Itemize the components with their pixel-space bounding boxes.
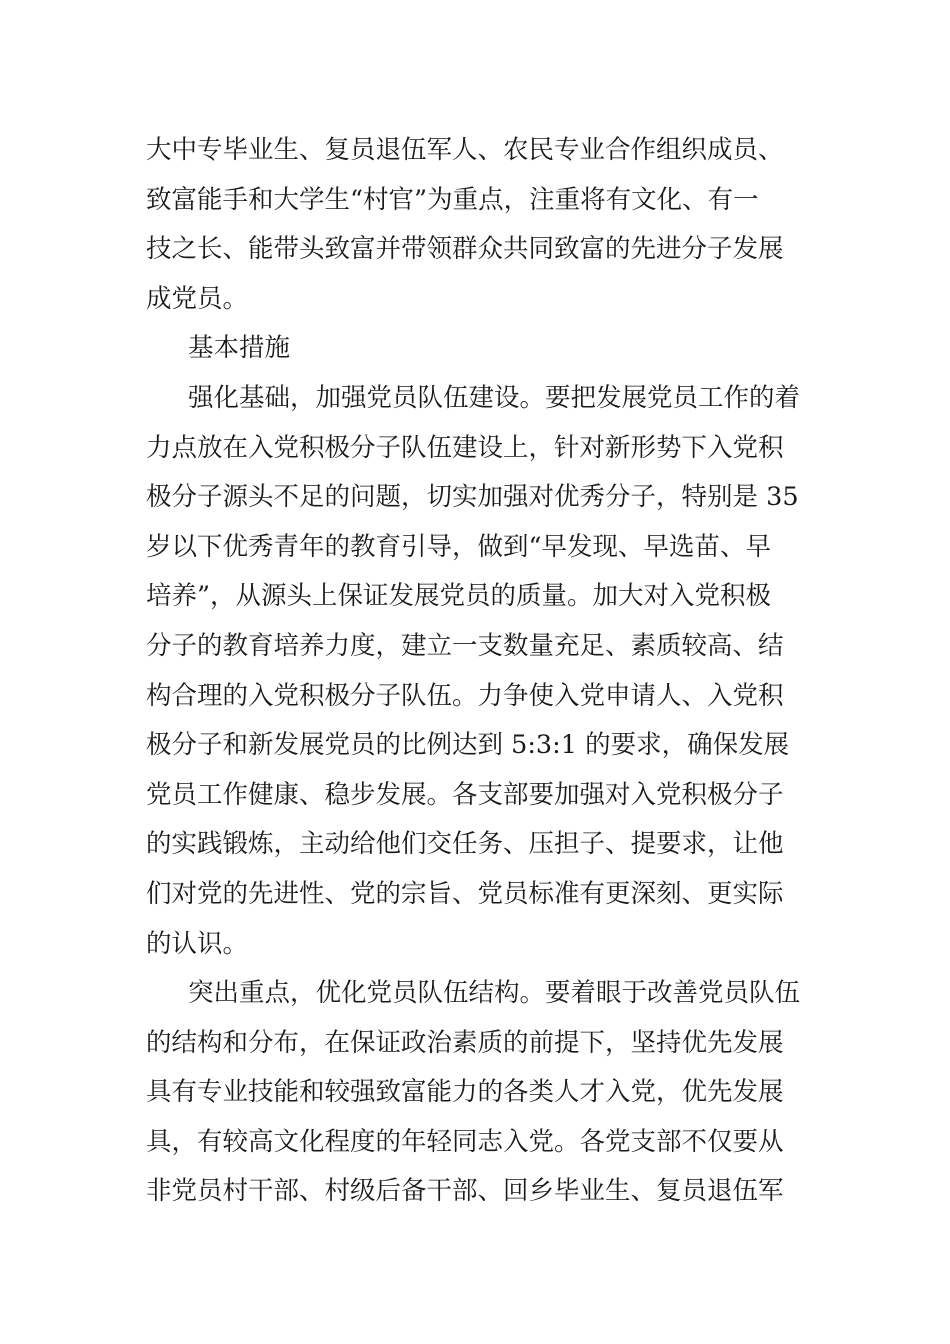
document-body — [146, 126, 826, 1217]
text-line: 非党员村干部、村级后备干部、回乡毕业生、复员退伍军 — [146, 1176, 784, 1207]
text-line: 培养”，从源头上保证发展党员的质量。加大对入党积极 — [146, 581, 772, 612]
text-line: 致富能手和大学生“村官”为重点，注重将有文化、有一 — [146, 184, 759, 215]
paragraph-first-line: 强化基础，加强党员队伍建设。要把发展党员工作的着 — [188, 382, 801, 413]
text-line: 力点放在入党积极分子队伍建设上，针对新形势下入党积 — [146, 432, 784, 463]
text-line: 大中专毕业生、复员退伍军人、农民专业合作组织成员、 — [146, 135, 784, 165]
text-line: 分子的教育培养力度，建立一支数量充足、素质较高、结 — [146, 630, 784, 661]
text-line: 的结构和分布，在保证政治素质的前提下，坚持优先发展 — [146, 1027, 784, 1058]
text-line: 的实践锻炼，主动给他们交任务、压担子、提要求，让他 — [146, 829, 784, 860]
text-line: 岁以下优秀青年的教育引导，做到“早发现、早选苗、早 — [146, 531, 772, 562]
text-line: 技之长、能带头致富并带领群众共同致富的先进分子发展 — [146, 234, 784, 265]
paragraph-first-line: 突出重点，优化党员队伍结构。要着眼于改善党员队伍 — [188, 978, 801, 1009]
text-line: 构合理的入党积极分子队伍。力争使入党申请人、入党积 — [146, 680, 784, 711]
section-heading: 基本措施 — [188, 333, 291, 364]
text-line: 的认识。 — [146, 928, 249, 959]
text-line: 们对党的先进性、党的宗旨、党员标准有更深刻、更实际 — [146, 878, 784, 909]
text-line: 党员工作健康、稳步发展。各支部要加强对入党积极分子 — [146, 779, 784, 810]
text-line: 极分子源头不足的问题，切实加强对优秀分子，特别是 35 — [146, 482, 799, 513]
text-line: 具，有较高文化程度的年轻同志入党。各党支部不仅要从 — [146, 1126, 784, 1157]
text-line: 具有专业技能和较强致富能力的各类人才入党，优先发展 — [146, 1077, 784, 1108]
text-line: 极分子和新发展党员的比例达到 5:3:1 的要求，确保发展 — [146, 730, 790, 761]
text-line: 成党员。 — [146, 283, 249, 314]
